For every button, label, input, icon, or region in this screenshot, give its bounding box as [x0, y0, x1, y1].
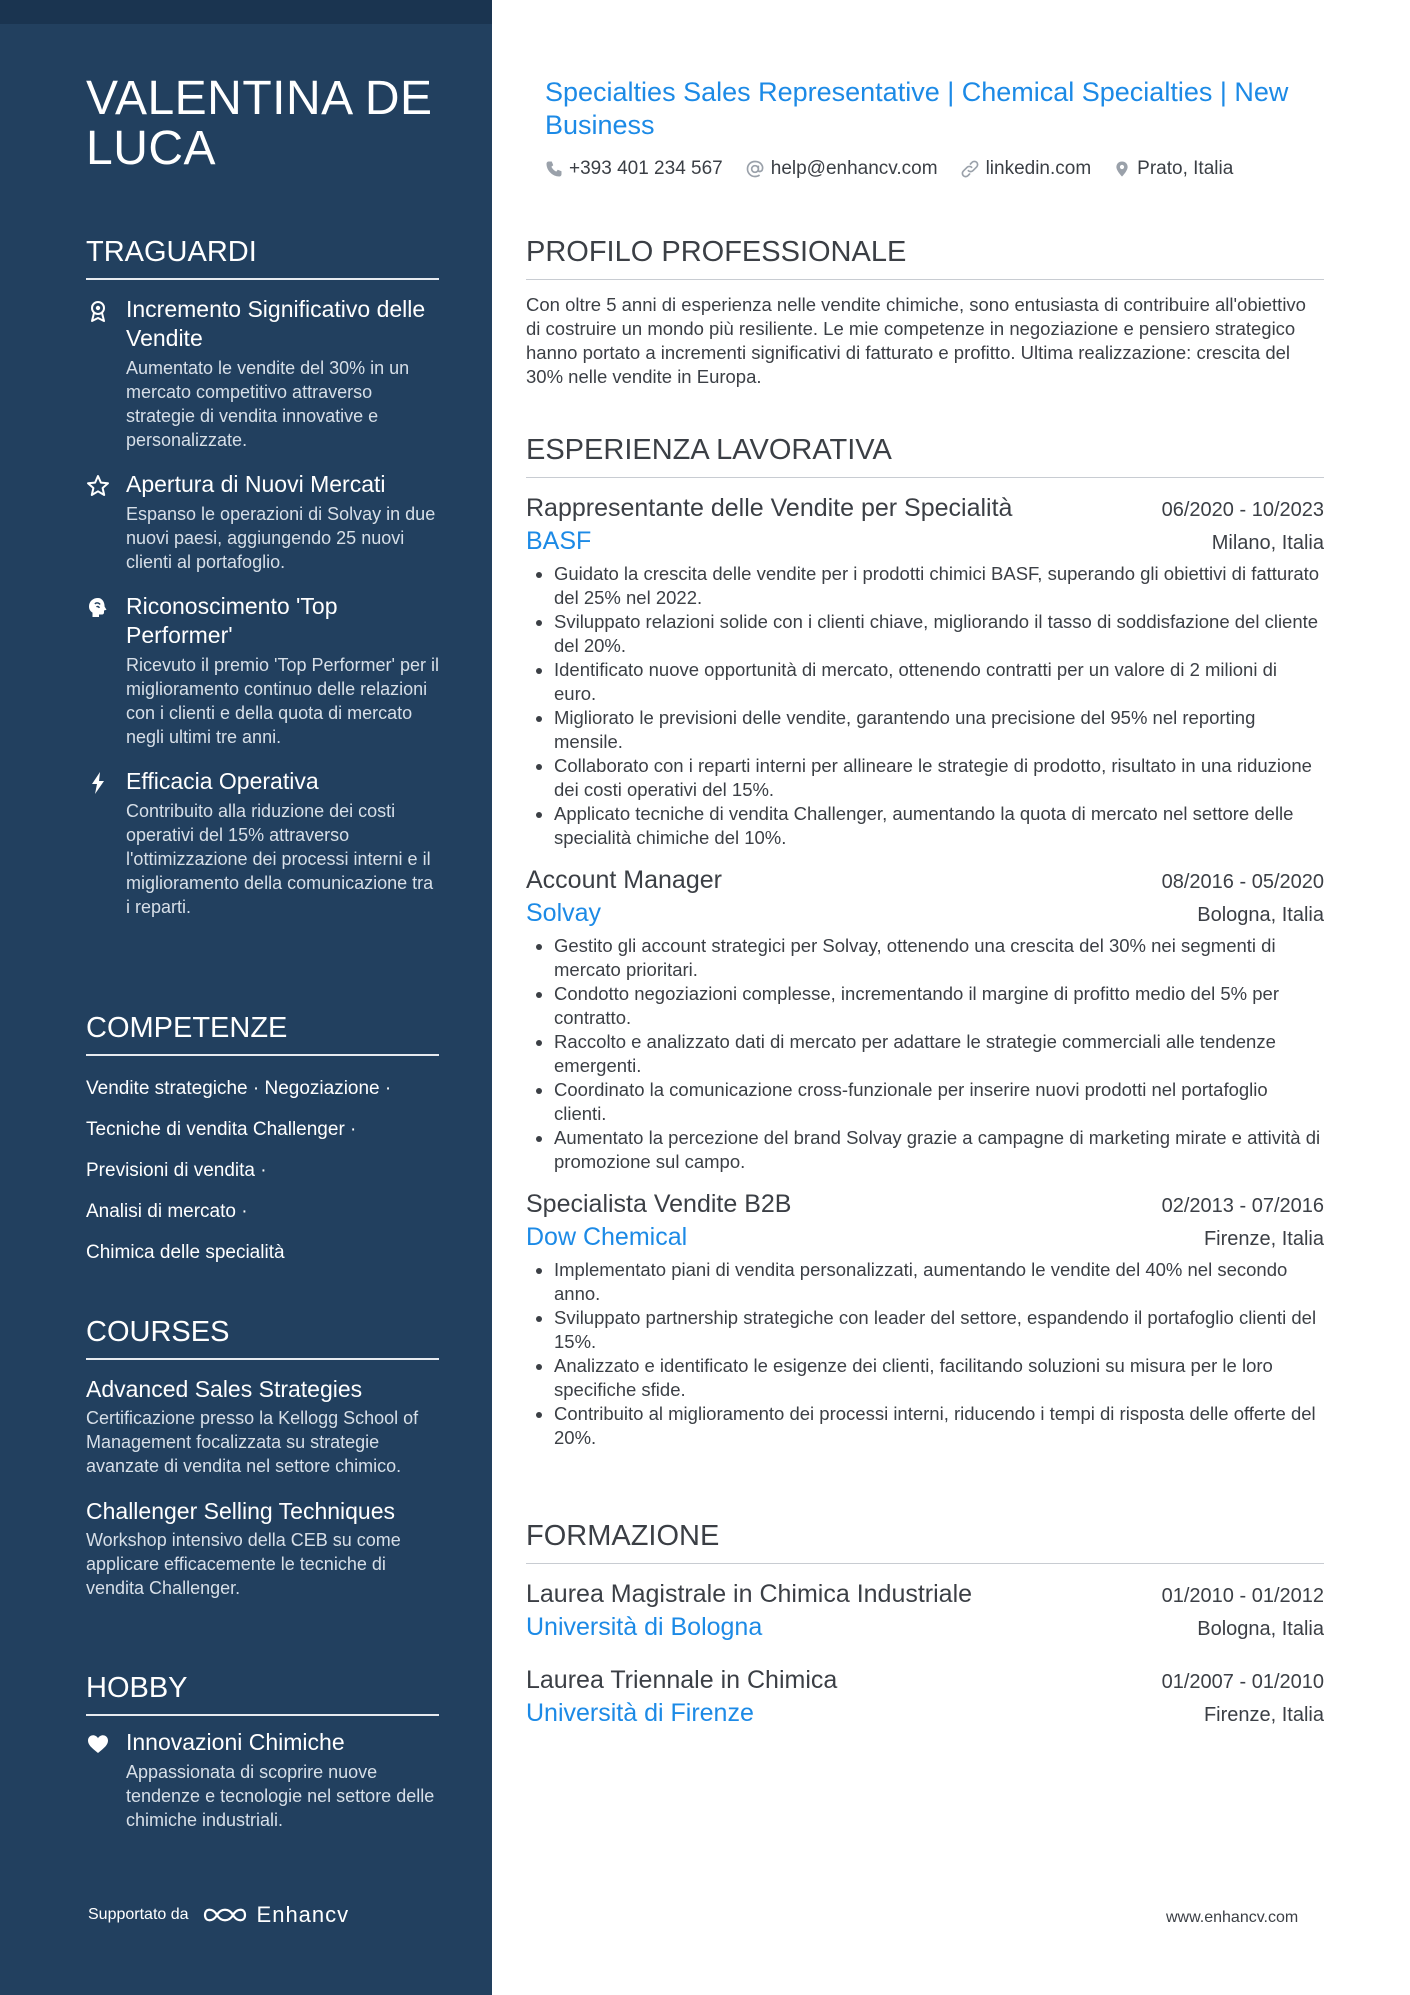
brain-icon [86, 596, 110, 620]
job-bullet: • Applicato tecniche di vendita Challenger, aumentando la quota di mercato nel settore delle specialità chimiche del 10%. [554, 802, 1324, 850]
phone-text: +393 401 234 567 [569, 158, 723, 179]
achievements-section [86, 234, 439, 919]
achievements-heading: TRAGUARDI [86, 234, 439, 280]
job-entry [526, 864, 1324, 1174]
education-dates: 01/2010 - 01/2012 [1161, 1585, 1324, 1607]
hobby-title: Innovazioni Chimiche [126, 1729, 345, 1755]
job-bullet: • Identificato nuove opportunità di mercato, ottenendo contratti per un valore di 2 milioni di euro. [554, 658, 1324, 706]
achievement-item [86, 767, 439, 919]
enhancv-brand: Enhancv [256, 1902, 350, 1927]
job-location: Milano, Italia [1211, 532, 1324, 554]
hobby-item [86, 1728, 439, 1832]
enhancv-logo [201, 1902, 350, 1928]
achievement-title: Incremento Significativo delle Vendite [126, 296, 426, 351]
enhancv-logo-icon [201, 1903, 249, 1927]
course-title: Advanced Sales Strategies [86, 1376, 363, 1402]
courses-section [86, 1314, 439, 1600]
job-entry [526, 492, 1324, 850]
sidebar [0, 0, 492, 1995]
contact-phone [545, 158, 723, 180]
job-bullet: • Guidato la crescita delle vendite per i prodotti chimici BASF, superando gli obiettivi di fatturato del 25% nel 2022. [554, 562, 1324, 610]
job-bullet: • Analizzato e identificato le esigenze dei clienti, facilitando soluzioni su misura per le loro specifiche sfide. [554, 1354, 1324, 1402]
skill-line: Analisi di mercato · [86, 1201, 248, 1222]
job-bullets [526, 562, 1324, 850]
at-sign-icon [745, 159, 765, 179]
hobby-desc: Appassionata di scoprire nuove tendenze e tecnologie nel settore delle chimiche industriali. [126, 1762, 435, 1830]
achievement-desc: Ricevuto il premio 'Top Performer' per il miglioramento continuo delle relazioni con i clienti e della quota di mercato negli ultimi tre anni. [126, 655, 439, 747]
company-name: Dow Chemical [526, 1223, 688, 1251]
job-bullets [526, 1258, 1324, 1450]
company-name: BASF [526, 527, 592, 555]
profile-section [526, 234, 1324, 389]
profile-summary: Con oltre 5 anni di esperienza nelle vendite chimiche, sono entusiasta di contribuire all'obiettivo di costruire un mondo più resiliente. Le mie competenze in negoziazione e pensiero strategico hanno portato a incrementi significativi di fatturato e profitto. Ultima realizzazione: crescita del 30% nelle vendite in Europa. [526, 294, 1306, 387]
contact-location [1113, 158, 1233, 180]
job-bullet: • Aumentato la percezione del brand Solvay grazie a campagne di marketing mirate e attività di promozione sul campo. [554, 1126, 1324, 1174]
school-name: Università di Firenze [526, 1699, 754, 1727]
profile-heading: PROFILO PROFESSIONALE [526, 234, 1324, 280]
job-location: Firenze, Italia [1203, 1228, 1324, 1250]
education-heading: FORMAZIONE [526, 1518, 1324, 1564]
job-bullet: • Sviluppato partnership strategiche con leader del settore, espandendo il portafoglio clienti del 15%. [554, 1306, 1324, 1354]
achievement-desc: Aumentato le vendite del 30% in un mercato competitivo attraverso strategie di vendita innovative e personalizzate. [126, 358, 410, 450]
contact-linkedin[interactable] [960, 158, 1092, 180]
job-dates: 06/2020 - 10/2023 [1161, 499, 1324, 521]
footer-url[interactable]: www.enhancv.com [1166, 1909, 1299, 1926]
headline: Specialties Sales Representative | Chemical Specialties | New Business [545, 77, 1289, 140]
job-bullet: • Gestito gli account strategici per Solvay, ottenendo una crescita del 30% nei segmenti di mercato prioritari. [554, 934, 1324, 982]
job-bullet: • Coordinato la comunicazione cross-funzionale per inserire nuovi prodotti nel portafoglio clienti. [554, 1078, 1324, 1126]
course-desc: Workshop intensivo della CEB su come applicare efficacemente le tecniche di vendita Challenger. [86, 1530, 401, 1598]
lightning-icon [86, 771, 110, 795]
education-section [526, 1518, 1324, 1730]
location-pin-icon [1113, 159, 1131, 179]
job-title: Rappresentante delle Vendite per Specialità [526, 494, 1013, 522]
degree-title: Laurea Triennale in Chimica [526, 1666, 838, 1694]
course-item [86, 1374, 439, 1478]
job-location: Bologna, Italia [1197, 904, 1324, 926]
skill-line: Vendite strategiche · Negoziazione · [86, 1078, 392, 1099]
linkedin-text: linkedin.com [985, 158, 1092, 179]
hobby-heading: HOBBY [86, 1670, 439, 1716]
powered-by-label: Supportato da [88, 1906, 189, 1923]
education-dates: 01/2007 - 01/2010 [1161, 1671, 1324, 1693]
course-desc: Certificazione presso la Kellogg School of Management focalizzata su strategie avanzate di vendita nel settore chimico. [86, 1408, 419, 1476]
school-location: Firenze, Italia [1203, 1704, 1324, 1726]
job-title: Specialista Vendite B2B [526, 1190, 792, 1218]
hobby-section [86, 1670, 439, 1832]
contact-email[interactable] [745, 158, 938, 180]
education-entry [526, 1664, 1324, 1730]
job-dates: 02/2013 - 07/2016 [1161, 1195, 1324, 1217]
school-location: Bologna, Italia [1197, 1618, 1324, 1640]
achievement-item [86, 295, 439, 452]
job-dates: 08/2016 - 05/2020 [1161, 871, 1324, 893]
skill-line: Chimica delle specialità [86, 1242, 285, 1263]
achievement-item [86, 470, 439, 574]
sidebar-top-bar [0, 0, 492, 24]
star-icon [86, 474, 110, 498]
achievement-item [86, 592, 439, 749]
course-title: Challenger Selling Techniques [86, 1498, 396, 1524]
achievement-desc: Contribuito alla riduzione dei costi operativi del 15% attraverso l'ottimizzazione dei processi interni e il miglioramento della comunicazione tra i reparti. [126, 801, 434, 917]
job-bullet: • Sviluppato relazioni solide con i clienti chiave, migliorando il tasso di soddisfazione del cliente del 20%. [554, 610, 1324, 658]
achievement-title: Apertura di Nuovi Mercati [126, 471, 386, 497]
job-bullets [526, 934, 1324, 1174]
email-text: help@enhancv.com [770, 158, 938, 179]
degree-title: Laurea Magistrale in Chimica Industriale [526, 1580, 973, 1608]
experience-section [526, 432, 1324, 1450]
job-bullet: • Condotto negoziazioni complesse, incrementando il margine di profitto medio del 5% per contratto. [554, 982, 1324, 1030]
courses-heading: COURSES [86, 1314, 439, 1360]
company-name: Solvay [526, 899, 602, 927]
link-icon [960, 159, 980, 179]
job-bullet: • Implementato piani di vendita personalizzati, aumentando le vendite del 40% nel secondo anno. [554, 1258, 1324, 1306]
achievement-desc: Espanso le operazioni di Solvay in due nuovi paesi, aggiungendo 25 nuovi clienti al portafoglio. [126, 504, 436, 572]
achievement-title: Efficacia Operativa [126, 768, 319, 794]
powered-by [88, 1902, 349, 1928]
award-icon [86, 299, 110, 323]
job-bullet: • Contribuito al miglioramento dei processi interni, riducendo i tempi di risposta delle offerte del 20%. [554, 1402, 1324, 1450]
heart-icon [86, 1732, 110, 1756]
education-entry [526, 1578, 1324, 1644]
job-title: Account Manager [526, 866, 722, 894]
skills-heading: COMPETENZE [86, 1010, 439, 1056]
phone-icon [545, 160, 563, 178]
skill-line: Tecniche di vendita Challenger · [86, 1119, 357, 1140]
job-bullet: • Collaborato con i reparti interni per allineare le strategie di prodotto, risultato in una riduzione dei costi operativi del 15%. [554, 754, 1324, 802]
job-bullet: • Raccolto e analizzato dati di mercato per adattare le strategie commerciali alle tendenze emergenti. [554, 1030, 1324, 1078]
job-entry [526, 1188, 1324, 1450]
candidate-name: VALENTINA DE LUCA [86, 72, 433, 175]
skill-line: Previsioni di vendita · [86, 1160, 267, 1181]
school-name: Università di Bologna [526, 1613, 763, 1641]
skills-section [86, 1010, 439, 1273]
job-bullet: • Migliorato le previsioni delle vendite, garantendo una precisione del 95% nel reporting mensile. [554, 706, 1324, 754]
contact-bar [545, 158, 1255, 180]
experience-heading: ESPERIENZA LAVORATIVA [526, 432, 1324, 478]
location-text: Prato, Italia [1137, 158, 1234, 179]
achievement-title: Riconoscimento 'Top Performer' [126, 593, 338, 648]
course-item [86, 1496, 439, 1600]
